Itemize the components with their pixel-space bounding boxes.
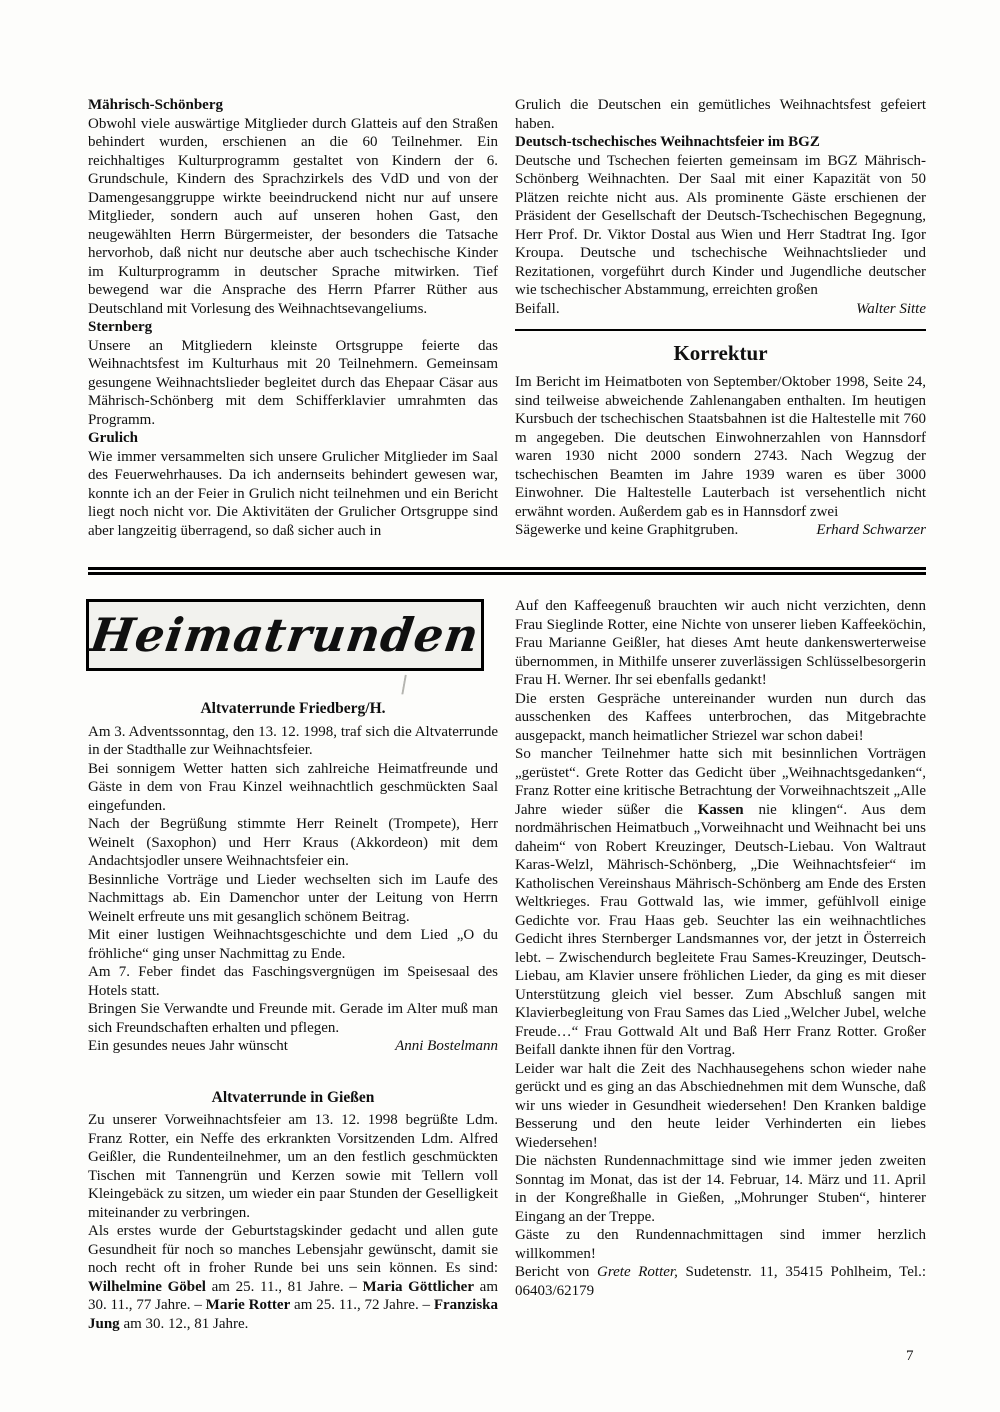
text-segment: Bericht von (515, 1264, 597, 1280)
text-segment: Obwohl viele auswärtige Mitglieder durch Glatteis auf den Straßen behindert wurden, erschienen an die 60 Teilnehmer. Ein reichhaltiges Kulturprogramm gestaltet von Kindern der 6. Grundschule, Kindern des Sprachzirkels des VdD und von der Damengesanggruppe wirkte beeindruckend nicht nur auf unsere Mitglieder, sondern auch auf unseren hohen Gast, den neugewählten Herrn Bürgermeister, der besonders die Tatsache hervorhob, daß nicht nur deutsche aber auch tschechische Kinder im Kulturprogramm in deutscher Sprache mitwirken. Tief bewegend war die Ansprache des Herrn Pfarrer Rüther aus Deutschland mit Vorlesung des Weihnachtsevangeliums. (88, 115, 498, 317)
bottom-right-column (515, 597, 926, 1300)
paragraph (515, 597, 926, 690)
text-segment: Bringen Sie Verwandte und Freunde mit. Gerade im Alter muß man sich Freundschaften erhalten und pflegen. (88, 1001, 498, 1036)
horizontal-rule (515, 329, 926, 331)
text-segment: Maria Göttlicher (362, 1278, 474, 1295)
section-heading: Grulich (88, 430, 139, 446)
signature-author (395, 1037, 498, 1056)
section-heading: Deutsch-tschechisches Weihnachtsfeier im BGZ (515, 134, 820, 150)
scan-artifact (401, 675, 410, 696)
text-segment: Als erstes wurde der Geburtstagskinder gedacht und allen gute Gesundheit für noch so manches Lebensjahr gewünscht, damit sie noch recht oft in froher Runde bei uns sein können. Es sind: (88, 1223, 498, 1276)
bottom-left-column (88, 700, 498, 1333)
text-segment: Sudetenstr. 11, 35415 Pohlheim, Tel.: 06403/62179 (515, 1264, 926, 1299)
paragraph (88, 115, 498, 319)
paragraph (515, 1152, 926, 1226)
paragraph (515, 1226, 926, 1263)
paragraph (88, 723, 498, 760)
paragraph (515, 96, 926, 133)
section-heading: Sternberg (88, 319, 153, 335)
text-segment: Besinnliche Vorträge und Lieder wechselten sich im Laufe des Nachmittags ab. Ein Damenchor unter der Leitung von Herrn Weinelt erfreute uns mit gesanglich schönem Beitrag. (88, 871, 498, 925)
paragraph (88, 1222, 498, 1333)
paragraph (88, 815, 498, 871)
text-segment: Im Bericht im Heimatboten von September/Oktober 1998, Seite 24, sind teilweise abweichende Zahlenangaben enthalten. Im heutigen Kursbuch der tschechischen Staatsbahnen ist die Haltestelle mit 760 m angegeben. Die deutschen Einwohnerzahlen von Hannsdorf waren 1930 nicht 2000 sondern 2743. Nach Wegzug der tschechischen Beamten im Jahre 1939 waren es über 3000 Einwohner. Die Haltestelle Lauterbach ist versehentlich nicht erwähnt worden. Außerdem gab es in Hannsdorf zwei (515, 374, 926, 520)
paragraph (515, 745, 926, 1060)
text-segment: Walter Sitte (856, 300, 926, 317)
text-segment: Ein gesundes neues Jahr wünscht (88, 1038, 288, 1054)
text-segment: am 30. 11., 77 Jahre. – (88, 1278, 498, 1313)
signature-left (515, 521, 738, 540)
text-segment: am 25. 11., 72 Jahre. – (290, 1297, 434, 1313)
text-segment: Marie Rotter (205, 1297, 291, 1313)
text-segment: Kassen (697, 801, 744, 818)
text-segment: Deutsche und Tschechen feierten gemeinsam im BGZ Mährisch-Schönberg Weihnachten. Der Saal mit einer Kapazität von 50 Plätzen reichte nicht aus. Als prominente Gäste erschienen der Präsident der Gesellschaft der Deutsch-Tschechischen Begegnung, Herr Prof. Dr. Viktor Dostal aus Wien und Herr Stadtrat Ing. Igor Kroupa. Deutsche und tschechische Weihnachtslieder und Rezitationen, vorgeführt durch Kinder und Jugendliche deutscher wie tschechischer Abstammung, erreichten großen (515, 152, 926, 298)
text-segment: Mit einer lustigen Weihnachtsgeschichte und dem Lied „O du fröhliche“ ging unser Nachmittag zu Ende. (88, 927, 498, 962)
centered-heading: Altvaterrunde Friedberg/H. (200, 700, 386, 717)
top-left-column (88, 96, 498, 540)
centered-heading: Altvaterrunde in Gießen (211, 1088, 375, 1106)
text-segment: Beifall. (515, 300, 560, 317)
text-segment: Die ersten Gespräche untereinander wurden nun durch das ausschenken des Kaffees unterbrochen, das Mitgebrachte ausgepackt, manch heimatlicher Striezel war schon dabei! (515, 690, 926, 744)
text-segment: Unsere an Mitgliedern kleinste Ortsgruppe feierte das Weihnachtsfest im Kulturhaus mit 20 Teilnehmern. Gemeinsam gesungene Weihnachtslieder begleitet durch das Ehepaar Cäsar aus Mährisch-Schönberg mit dem Schifferklavier umrahmten das Programm. (88, 337, 498, 428)
paragraph (515, 1060, 926, 1153)
signature-left (88, 1037, 288, 1056)
text-segment: So mancher Teilnehmer hatte sich mit besinnlichen Vorträgen „gerüstet“. Grete Rotter das Gedicht über „Weihnachtsgedanken“, Franz Rotter eine kritische Betrachtung der Vorweihnachtszeit „Alle Jahre wieder süßer die (515, 746, 926, 818)
text-segment: Grulich die Deutschen ein gemütliches Weihnachtsfest gefeiert haben. (515, 97, 926, 132)
paragraph (88, 448, 498, 541)
text-segment: Wie immer versammelten sich unsere Grulicher Mitglieder im Saal des Feuerwehrhauses. Da ich andernseits behindert gewesen war, konnte ich an der Feier in Grulich nicht teilnehmen und ein Bericht liegt noch nicht vor. Die Aktivitäten der Grulicher Ortsgruppe sind aber langzeitig überragend, so daß sicher auch in (88, 448, 498, 539)
signature-line (515, 300, 926, 319)
section-heading: Mährisch-Schönberg (88, 97, 223, 113)
text-segment: Nach der Begrüßung stimmte Herr Reinelt (Trompete), Herr Weinelt (Saxophon) und Herr Kraus (Akkordeon) mit dem Andachtsjodler unsere Weihnachtsfeier ein. (88, 816, 498, 869)
text-segment: am 25. 11., 81 Jahre. – (205, 1278, 363, 1295)
page-number: 7 (906, 1348, 914, 1364)
signature-author (816, 521, 926, 540)
paragraph (88, 760, 498, 816)
text-segment: am 30. 12., 81 Jahre. (119, 1315, 249, 1332)
signature-author (856, 300, 926, 319)
paragraph (88, 1111, 498, 1222)
text-segment: Am 7. Feber findet das Faschingsvergnügen im Speisesaal des Hotels statt. (88, 964, 498, 999)
heimatrunden-logo-box (86, 599, 484, 671)
text-segment: nie klingen“. Aus dem nordmährischen Heimatbuch „Vorweihnacht und Weihnacht bei uns daheim“ von Robert Kreuzinger, Deutsch-Liebau. Von Waltraut Karas-Welzl, Mährisch-Schönberg, „Die Weihnachtsfeier“ im Katholischen Vereinshaus Mährisch-Schönberg am Ende des Ersten Weltkrieges. Frau Gottwald las, wie immer, gefühlvoll einige Gedichte vor. Frau Haas geb. Seuchter las ein weihnachtliches Gedicht ihres Sternberger Landsmannes vor, der jetzt in Österreich lebt. – Zwischendurch begleitete Frau Sames-Kreuzinger, Deutsch-Liebau, am Klavier unsere fröhlichen Lieder, da ging es mit dieser Unterstützung gleich viel besser. Zum Abschluß sangen mit Klavierbegleitung von Frau Sames das Lied „Welcher Jubel, welche Freude…“ Frau Gottwald Alt und Baß Herr Franz Rotter. Großer Beifall dankte ihnen für den Vortrag. (515, 801, 926, 1058)
text-segment: Gäste zu den Rundennachmittagen sind immer herzlich willkommen! (515, 1227, 926, 1262)
paragraph (88, 337, 498, 430)
top-right-column (515, 96, 926, 540)
text-segment: Erhard Schwarzer (816, 522, 926, 538)
text-segment: Franziska Jung (88, 1297, 499, 1332)
text-segment: Am 3. Adventssonntag, den 13. 12. 1998, traf sich die Altvaterrunde in der Stadthalle zur Weihnachtsfeier. (88, 723, 498, 758)
signature-line (88, 1037, 498, 1056)
text-segment: Grete Rotter, (597, 1264, 678, 1280)
paragraph (88, 871, 498, 927)
text-segment: Bei sonnigem Wetter hatten sich zahlreiche Heimatfreunde und Gäste in dem von Frau Kinzel weihnachtlich geschmückten Saal eingefunden. (88, 760, 498, 814)
text-segment: Die nächsten Rundennachmittage sind wie immer jeden zweiten Sonntag im Monat, das ist der 14. Februar, 14. März und 11. April in der Kongreßhalle in Gießen, „Mohrunger Stuben“, hinterer Eingang an der Treppe. (515, 1153, 926, 1225)
text-segment: Wilhelmine Göbel (88, 1278, 206, 1295)
paragraph (515, 152, 926, 300)
paragraph (515, 1263, 926, 1300)
paragraph (515, 690, 926, 746)
heimatrunden-logo-text: Heimatrunden (87, 608, 483, 662)
article-title: Korrektur (673, 341, 768, 365)
signature-line (515, 521, 926, 540)
signature-left (515, 300, 560, 319)
text-segment: Auf den Kaffeegenuß brauchten wir auch nicht verzichten, denn Frau Sieglinde Rotter, eine Nichte von unserer lieben Kaffeeköchin, Frau Marianne Geißler, hat dieses Amt heute dankenswerterweise übernommen, in Mithilfe unserer zuverlässigen Schlüsselbesorgerin Frau H. Werner. Ihr sei ebenfalls gedankt! (515, 598, 926, 688)
section-divider (88, 567, 926, 575)
paragraph (515, 373, 926, 521)
paragraph (88, 926, 498, 963)
text-segment: Zu unserer Vorweihnachtsfeier am 13. 12. 1998 begrüßte Ldm. Franz Rotter, ein Neffe des erkrankten Vorsitzenden Ldm. Alfred Geißler, die Rundenteilnehmer, um an den festlich geschmückten Tischen mit Tannengrün und Kerzen sowie mit Tellern voll Kleingebäck zu sitzen, um wieder ein paar Stunden der Geselligkeit miteinander zu verbringen. (88, 1112, 498, 1221)
paragraph (88, 1000, 498, 1037)
paragraph (88, 963, 498, 1000)
text-segment: Sägewerke und keine Graphitgruben. (515, 522, 739, 538)
text-segment: Anni Bostelmann (395, 1038, 498, 1054)
text-segment: Leider war halt die Zeit des Nachhausegehens schon wieder nahe gerückt und es ging an das Abschiednehmen mit dem Wunsche, daß wir uns wieder in Gesundheit wiedersehen! Den Kranken baldige Besserung und den heute leider Verhinderten ein liebes Wiedersehen! (515, 1060, 926, 1151)
